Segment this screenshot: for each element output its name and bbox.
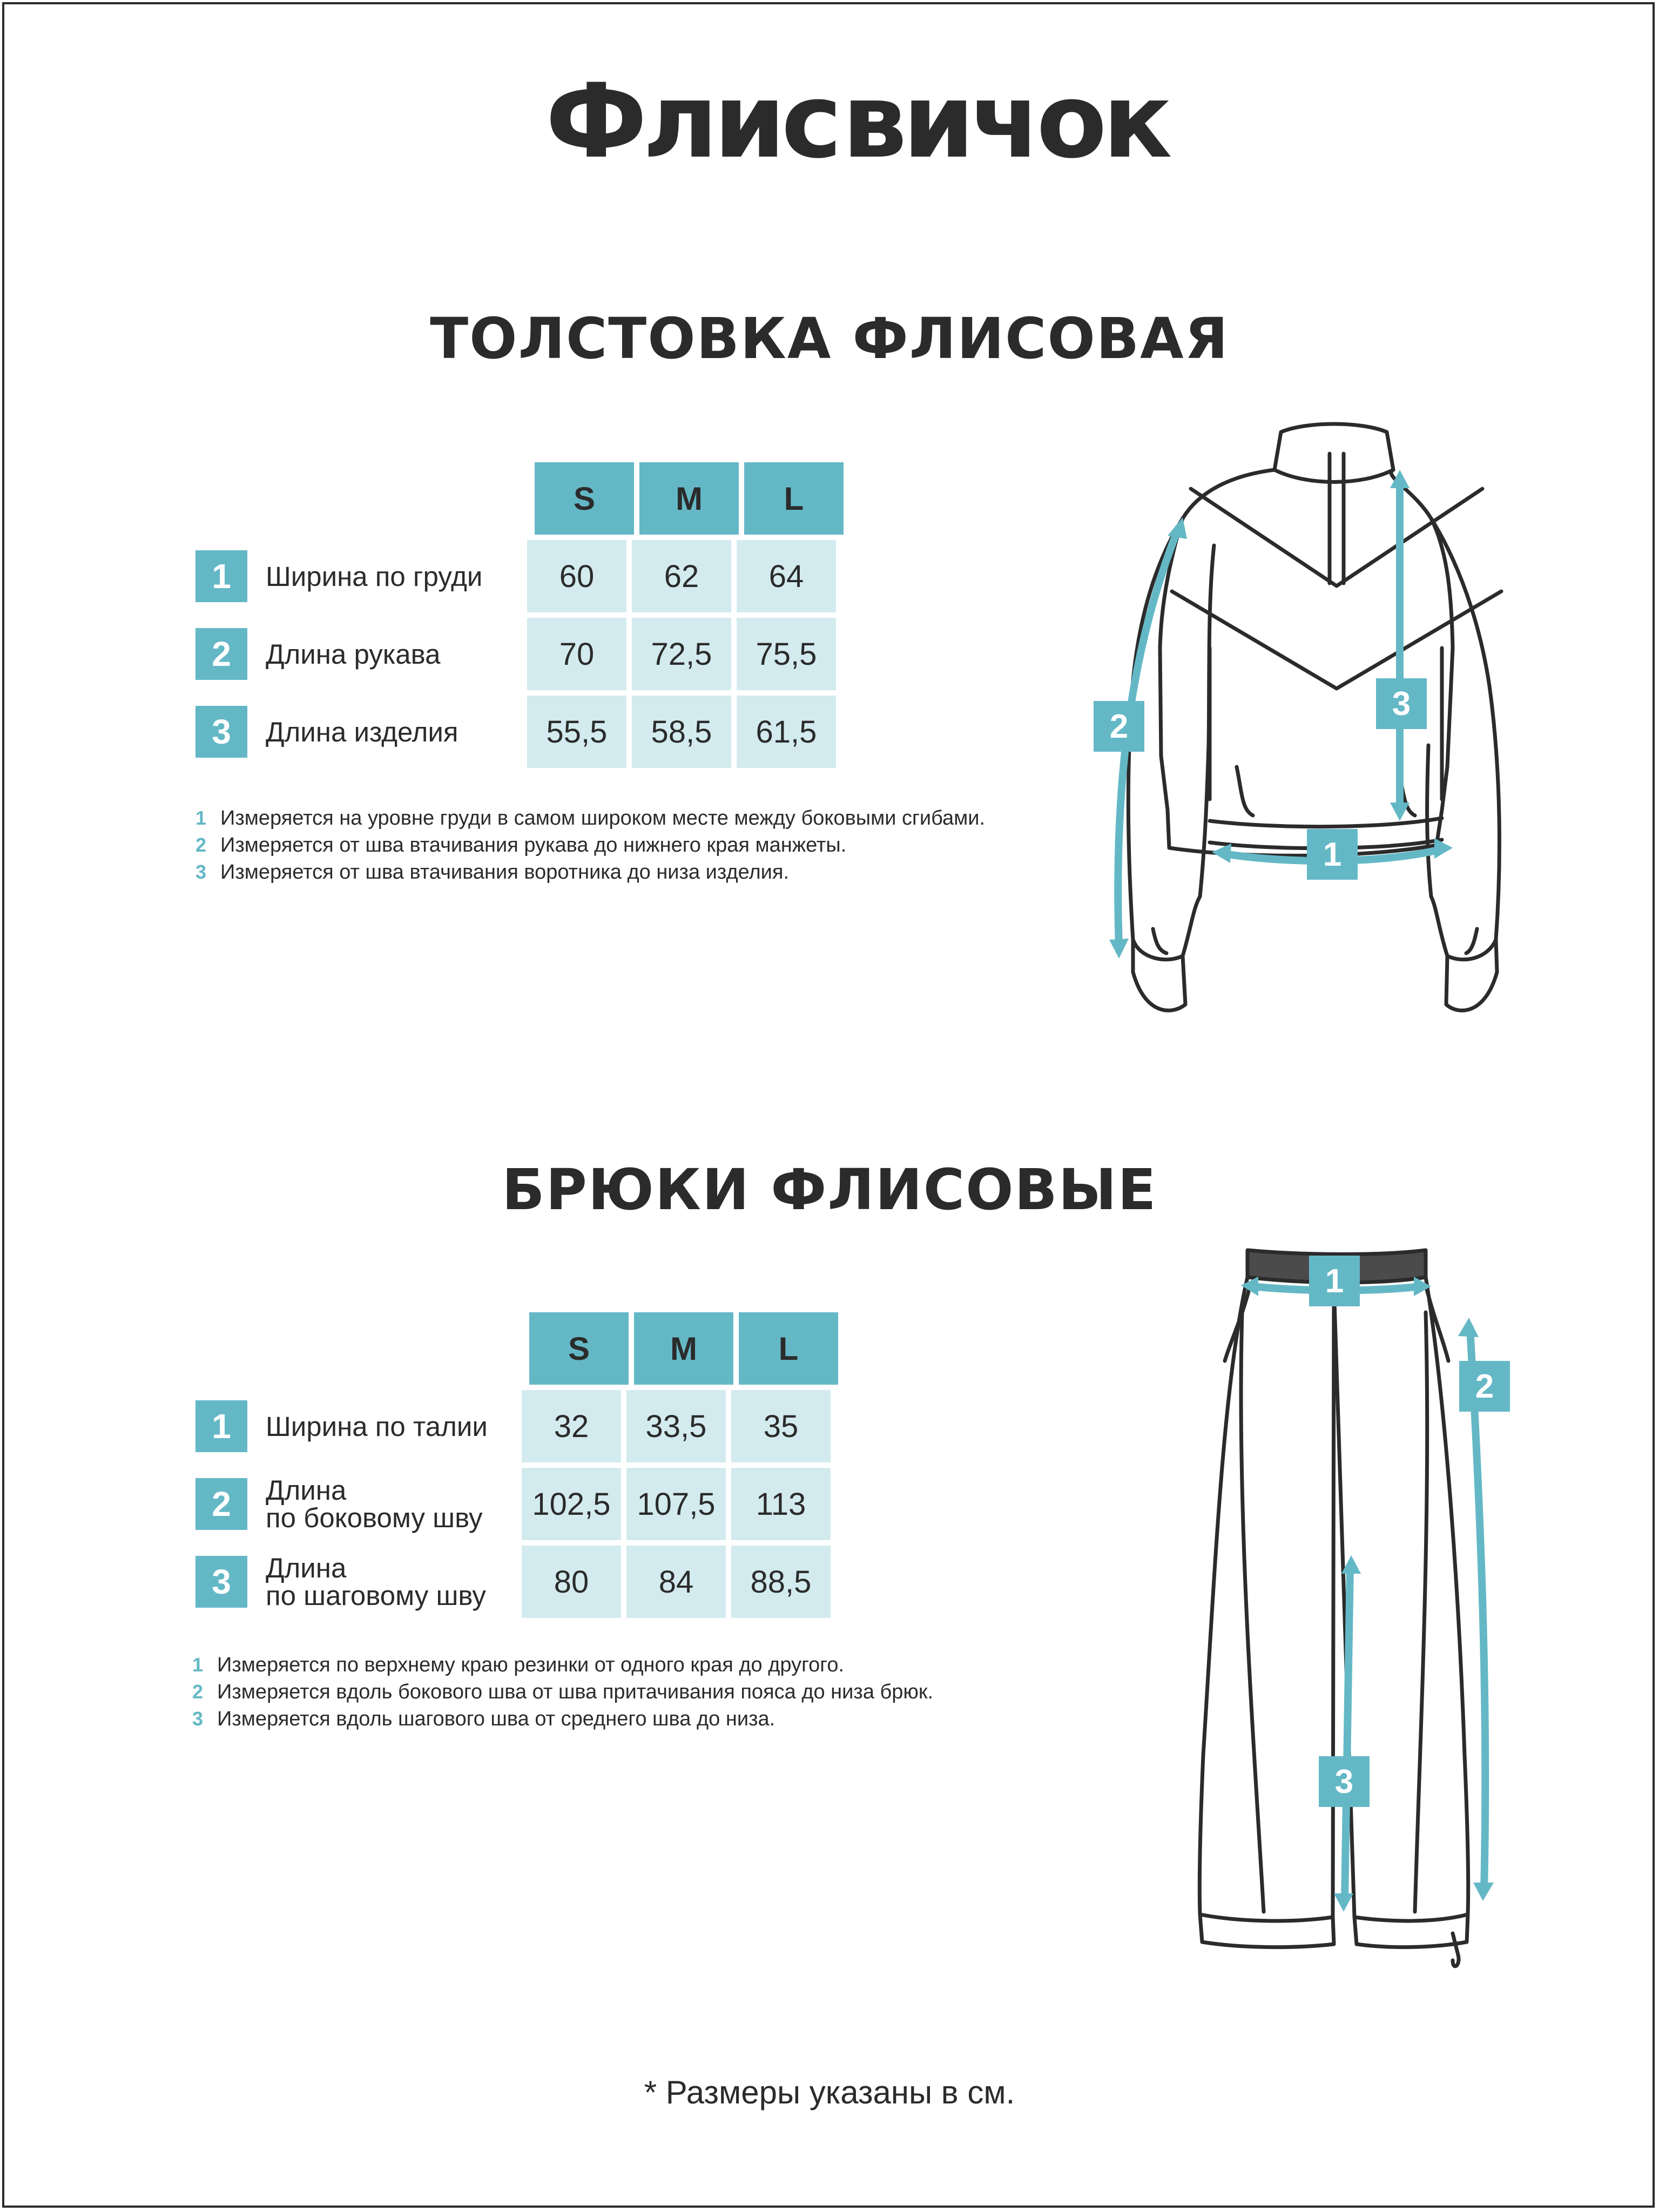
note-number: 2 [192,1681,204,1703]
pants-marker-1: 1 [1325,1263,1344,1300]
pants-size-header [529,1312,844,1385]
note-line [192,1654,933,1681]
hoodie-size-header [535,462,849,535]
size-header-m: M [634,1312,733,1385]
note-text: Измеряется от шва втачивания воротника до низа изделия. [220,861,790,884]
note-number: 3 [192,1708,204,1730]
note-line [192,1681,933,1708]
size-value-l: 61,5 [737,696,836,768]
size-header-l: L [744,462,844,535]
size-value-l: 88,5 [731,1546,831,1618]
size-value-s: 80 [522,1546,621,1618]
row-number: 2 [195,628,247,680]
hoodie-marker-1: 1 [1323,836,1342,873]
size-value-m: 33,5 [626,1390,726,1462]
pants-row-waist [195,1390,836,1462]
note-number: 3 [195,861,207,883]
row-label [266,1554,522,1609]
size-value-m: 62 [632,540,731,612]
note-line [195,861,985,888]
row-number: 3 [195,706,247,758]
row-number: 1 [195,550,247,602]
hoodie-marker-2: 2 [1109,708,1129,745]
size-value-l: 35 [731,1390,831,1462]
note-number: 1 [195,807,207,829]
row-label [266,1476,522,1532]
row-label: Ширина по груди [266,561,483,592]
size-header-s: S [529,1312,629,1385]
size-header-m: M [639,462,739,535]
note-line [195,834,985,861]
row-label [266,1413,522,1440]
pants-marker-2: 2 [1475,1368,1494,1405]
hoodie-row-chest [195,540,841,612]
row-label-line1: Длина [266,1553,347,1583]
hoodie-notes [195,807,985,888]
size-value-m: 58,5 [632,696,731,768]
pants-marker-3: 3 [1334,1763,1354,1800]
note-line [192,1708,933,1735]
row-label-line2: по боковому шву [266,1502,483,1533]
size-value-l: 113 [731,1468,831,1540]
pants-notes [192,1654,933,1735]
size-value-s: 70 [527,618,626,690]
size-header-l: L [739,1312,838,1385]
pants-illustration [1188,1237,1523,1977]
note-number: 2 [195,834,207,856]
note-text: Измеряется вдоль шагового шва от среднего шва до низа. [217,1708,775,1730]
note-text: Измеряется от шва втачивания рукава до нижнего края манжеты. [220,834,847,857]
size-value-l: 75,5 [737,618,836,690]
size-value-s: 60 [527,540,626,612]
pants-row-inseam [195,1546,836,1618]
row-label-line1: Ширина по талии [266,1411,488,1442]
row-label-line1: Длина [266,1475,347,1506]
note-text: Измеряется вдоль бокового шва от шва притачивания пояса до низа брюк. [217,1681,934,1703]
pants-row-side-length [195,1468,836,1540]
pants-title: БРЮКИ ФЛИСОВЫЕ [502,1157,1157,1223]
hoodie-marker-3: 3 [1392,685,1411,723]
logo-text-left: Флис [545,62,838,181]
hoodie-illustration [1085,410,1572,1021]
logo-text-right: вичок [842,62,1168,181]
note-number: 1 [192,1654,204,1676]
size-value-m: 107,5 [626,1468,726,1540]
note-text: Измеряется по верхнему краю резинки от одного края до другого. [217,1654,845,1676]
size-header-s: S [535,462,634,535]
size-value-s: 32 [522,1390,621,1462]
size-value-s: 102,5 [522,1468,621,1540]
size-value-l: 64 [737,540,836,612]
size-value-m: 72,5 [632,618,731,690]
hoodie-title: ТОЛСТОВКА ФЛИСОВАЯ [430,306,1229,372]
brand-logo [545,59,1168,184]
row-number: 3 [195,1556,247,1608]
hoodie-row-sleeve [195,618,841,690]
note-line [195,807,985,834]
row-label: Длина рукава [266,638,441,670]
note-text: Измеряется на уровне груди в самом широком месте между боковыми сгибами. [220,807,986,830]
row-number: 2 [195,1478,247,1530]
size-value-s: 55,5 [527,696,626,768]
row-label-line2: по шаговому шву [266,1580,486,1611]
size-value-m: 84 [626,1546,726,1618]
hoodie-row-length [195,696,841,768]
row-number: 1 [195,1400,247,1452]
footer-note: * Размеры указаны в см. [644,2074,1015,2110]
row-label: Длина изделия [266,716,458,747]
